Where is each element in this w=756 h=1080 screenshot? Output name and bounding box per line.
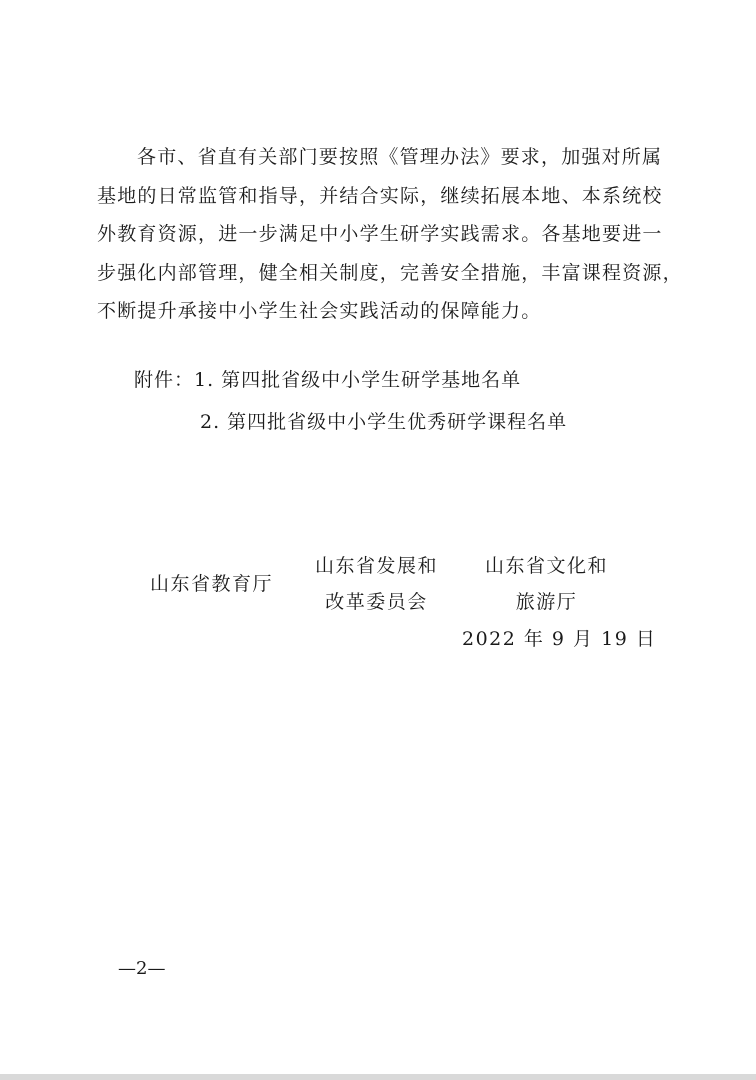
attachments-label: 附件：	[134, 369, 195, 391]
signature-line: 山东省文化和	[485, 555, 609, 577]
attachment-item: 2. 第四批省级中小学生优秀研学课程名单	[200, 411, 568, 433]
paragraph-line: 基地的日常监管和指导，并结合实际，继续拓展本地、本系统校	[97, 184, 663, 207]
page-bottom-edge	[0, 1074, 756, 1080]
page-number: —2—	[118, 958, 166, 979]
signature-line: 山东省发展和	[315, 555, 439, 577]
signature-line: 旅游厅	[515, 591, 578, 613]
body-paragraph	[97, 138, 683, 331]
signature-education-dept	[150, 566, 273, 602]
paragraph-line: 不断提升承接中小学生社会实践活动的保障能力。	[97, 300, 542, 322]
paragraph-line: 步强化内部管理，健全相关制度，完善安全措施，丰富课程资源，	[97, 261, 683, 284]
signature-line: 改革委员会	[325, 591, 428, 613]
document-date: 2022 年 9 月 19 日	[462, 628, 657, 650]
paragraph-line: 外教育资源，进一步满足中小学生研学实践需求。各基地要进一	[97, 223, 663, 245]
signature-development-commission	[315, 548, 438, 620]
attachment-item	[134, 359, 567, 401]
attachments-list	[134, 359, 567, 443]
attachment-item-text: 1. 第四批省级中小学生研学基地名单	[194, 369, 522, 391]
paragraph-line: 各市、省直有关部门要按照《管理办法》要求，加强对所属	[137, 146, 663, 168]
signature-culture-tourism-dept	[485, 548, 608, 620]
signature-line: 山东省教育厅	[150, 573, 274, 595]
